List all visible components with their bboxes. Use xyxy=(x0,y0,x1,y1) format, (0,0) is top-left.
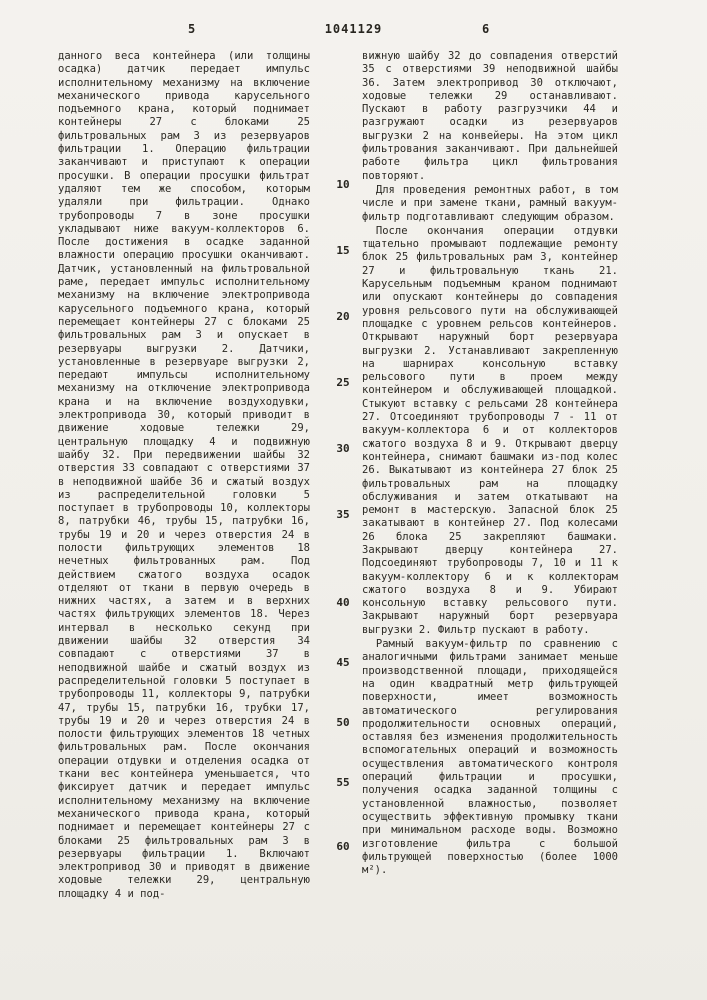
paragraph: Для проведения ремонтных работ, в том числе и при замене ткани, рамный вакуум-фильтр подготавливают следующим образом. xyxy=(362,183,618,223)
right-page-number: 6 xyxy=(482,22,491,36)
paragraph: вижную шайбу 32 до совпадения отверстий 35 с отверстиями 39 неподвижной шайбы 36. Затем электропривод 30 отключают, ходовые тележки 29 останавливают. Пускают в работу разгрузчики 44 и разгружают осадки из резервуаров выгрузки 2 на конвейеры. На этом цикл фильтрования заканчивают. При дальнейшей работе фильтра цикл фильтрования повторяют. xyxy=(362,50,618,182)
line-number: 40 xyxy=(336,596,350,609)
left-page-number: 5 xyxy=(188,22,197,36)
line-number: 25 xyxy=(336,376,350,389)
line-number-gutter xyxy=(330,0,356,1000)
line-number: 30 xyxy=(336,442,350,455)
left-text-column xyxy=(58,50,310,952)
paragraph: После окончания операции отдувки тщательно промывают подлежащие ремонту блок 25 фильтровальных рам 3, контейнер 27 и фильтровальную ткань 21. Карусельным подъемным краном поднимают или опускают контейнеры до совпадения уровня рельсового пути на обслуживающей площадке с уровнем рельсов контейнеров. Открывают наружный борт резервуара выгрузки 2. Устанавливают закрепленную на шарнирах консольную вставку рельсового пути в проем между контейнером и обслуживающей площадкой. Стыкуют вставку с рельсами 28 контейнера 27. Отсоединяют трубопроводы 7 - 11 от вакуум-коллектора 6 и от коллекторов сжатого воздуха 8 и 9. Открывают дверцу контейнера, снимают башмаки из-под колес 26. Выкатывают из контейнера 27 блок 25 фильтровальных рам на площадку обслуживания и затем откатывают на ремонт в мастерскую. Запасной блок 25 закатывают в контейнер 27. Под колесами 26 блока 25 закрепляют башмаки. Закрывают дверцу контейнера 27. Подсоединяют трубопроводы 7, 10 и 11 к вакуум-коллектору 6 и к коллекторам сжатого воздуха 8 и 9. Убирают консольную вставку рельсового пути. Закрывают наружный борт резервуара выгрузки 2. Фильтр пускают в работу. xyxy=(362,224,618,636)
line-number: 55 xyxy=(336,776,350,789)
paragraph: Рамный вакуум-фильтр по сравнению с аналогичными фильтрами занимает меньше производственной площади, приходящейся на один квадратный метр фильтрующей поверхности, имеет возможность автоматического регулирования продолжительности основных операций, оставляя без изменения продолжительность вспомогательных операций и возможность осуществления автоматического контроля операций фильтрации и просушки, получения осадка заданной толщины с установленной влажностью, позволяет осуществить эффективную промывку ткани при минимальном расходе воды. Возможно изготовление фильтра с большой фильтрующей поверхностью (более 1000 м²). xyxy=(362,638,618,877)
line-number: 10 xyxy=(336,178,350,191)
line-number: 20 xyxy=(336,310,350,323)
document-number: 1041129 xyxy=(324,22,383,36)
paragraph: данного веса контейнера (или толщины осадка) датчик передает импульс исполнительному механизму на включение механического привода карусельного подъемного крана, который поднимает контейнеры 27 с блоками 25 фильтровальных рам 3 из резервуаров фильтрации 1. Операцию фильтрации заканчивают и приступают к операции просушки. В операции просушки фильтрат удаляют тем же способом, которым удаляли при фильтрации. Однако трубопроводы 7 в зоне просушки укладывают ниже вакуум-коллекторов 6. После достижения в осадке заданной влажности операцию просушки оканчивают. Датчик, установленный на фильтровальной раме, передает импульс исполнительному механизму на включение электропривода карусельного подъемного крана, который перемещает контейнеры 27 с блоками 25 фильтровальных рам 3 и опускает в резервуары выгрузки 2. Датчики, установленные в резервуаре выгрузки 2, передают импульсы исполнительному механизму на отключение электропривода крана и на включение воздуходувки, электропривода 30, который приводит в движение ходовые тележки 29, центральную площадку 4 и подвижную шайбу 32. При передвижении шайбы 32 отверстия 33 совпадают с отверстиями 37 в неподвижной шайбе 36 и сжатый воздух из распределительной головки 5 поступает в трубопроводы 10, коллекторы 8, патрубки 46, трубы 15, патрубки 16, трубы 19 и 20 и через отверстия 24 в полости фильтрующих элементов 18 нечетных фильтрованных рам. Под действием сжатого воздуха осадок отделяют от ткани в первую очередь в нижних частях, а затем и в верхних частях фильтрующих элементов 18. Через интервал в несколько секунд при движении шайбы 32 отверстия 34 совпадают с отверстиями 37 в неподвижной шайбе и сжатый воздух из распределительной головки 5 поступает в трубопроводы 11, коллекторы 9, патрубки 47, трубы 15, патрубки 16, трубки 17, трубы 19 и 20 и через отверстия 24 в полости фильтрующих элементов 18 четных фильтровальных рам. После окончания операции отдувки и отделения осадка от ткани вес контейнера уменьшается, что фиксирует датчик и передает импульс исполнительному механизму на включение механического привода крана, который поднимает и перемещает контейнеры 27 с блоками 25 фильтровальных рам 3 в резервуары фильтрации 1. Включают электропривод 30 и приводят в движение ходовые тележки 29, центральную площадку 4 и под- xyxy=(58,50,310,900)
right-text-column xyxy=(362,50,618,952)
line-number: 35 xyxy=(336,508,350,521)
line-number: 15 xyxy=(336,244,350,257)
line-number: 50 xyxy=(336,716,350,729)
line-number: 45 xyxy=(336,656,350,669)
line-number: 60 xyxy=(336,840,350,853)
